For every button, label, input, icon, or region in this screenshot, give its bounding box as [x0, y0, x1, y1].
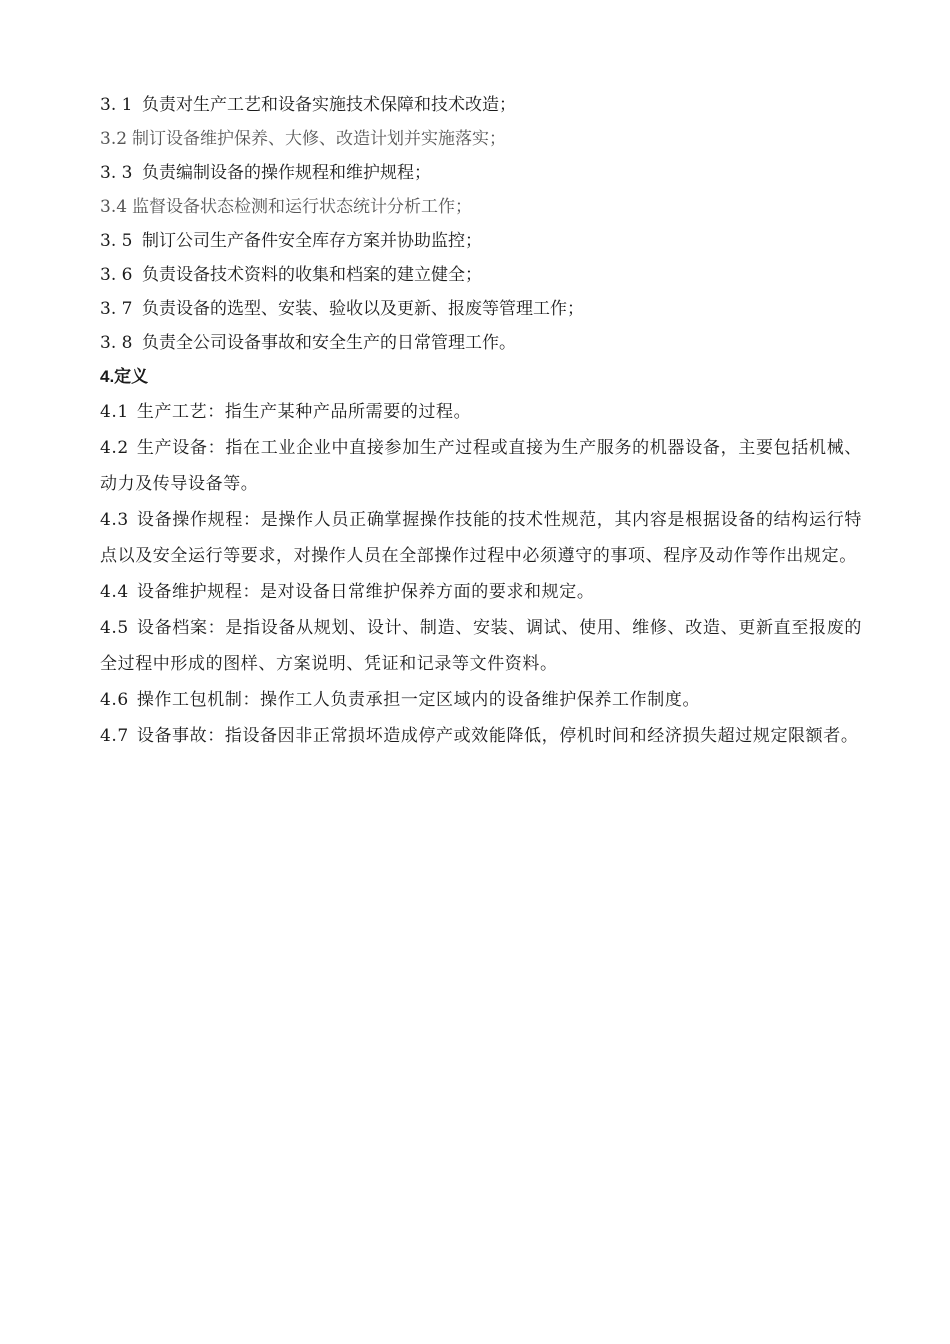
item-number: 3.2: [100, 129, 128, 149]
item-text: 监督设备状态检测和运行状态统计分析工作；: [132, 197, 472, 217]
definition-4-5: [100, 610, 862, 682]
item-text: 设备档案：是指设备从规划、设计、制造、安装、调试、使用、维修、改造、更新直至报废的全过程中形成的图样、方案说明、凭证和记录等文件资料。: [100, 618, 862, 674]
item-text: 设备操作规程：是操作人员正确掌握操作技能的技术性规范，其内容是根据设备的结构运行特点以及安全运行等要求，对操作人员在全部操作过程中必须遵守的事项、程序及动作等作出规定。: [100, 510, 862, 566]
list-item-3-8: [100, 326, 862, 360]
item-number: 3. 6: [100, 265, 133, 285]
item-number: 4.6: [100, 690, 129, 710]
definition-4-1: [100, 394, 862, 430]
item-number: 4.7: [100, 726, 129, 746]
item-number: 4.2: [100, 438, 129, 458]
item-number: 4.3: [100, 510, 129, 530]
definition-4-7: [100, 718, 862, 754]
list-item-3-4: [100, 190, 862, 224]
item-text: 操作工包机制：操作工人负责承担一定区域内的设备维护保养工作制度。: [136, 690, 701, 710]
definition-4-3: [100, 502, 862, 574]
list-item-3-1: [100, 88, 862, 122]
item-text: 生产工艺：指生产某种产品所需要的过程。: [136, 402, 472, 422]
document-page: [100, 88, 862, 754]
item-number: 3. 5: [100, 231, 133, 251]
item-number: 4.5: [100, 618, 129, 638]
definition-4-4: [100, 574, 862, 610]
definition-4-2: [100, 430, 862, 502]
item-number: 3. 1: [100, 95, 133, 115]
item-number: 3.4: [100, 197, 128, 217]
item-number: 4.1: [100, 402, 129, 422]
item-text: 负责全公司设备事故和安全生产的日常管理工作。: [142, 333, 516, 353]
list-item-3-2: [100, 122, 862, 156]
item-number: 3. 7: [100, 299, 133, 319]
item-text: 制订公司生产备件安全库存方案并协助监控；: [142, 231, 482, 251]
item-number: 4.4: [100, 582, 129, 602]
list-item-3-6: [100, 258, 862, 292]
definition-4-6: [100, 682, 862, 718]
item-number: 3. 3: [100, 163, 133, 183]
item-number: 3. 8: [100, 333, 133, 353]
item-text: 生产设备：指在工业企业中直接参加生产过程或直接为生产服务的机器设备，主要包括机械、动力及传导设备等。: [100, 438, 862, 494]
list-item-3-3: [100, 156, 862, 190]
item-text: 制订设备维护保养、大修、改造计划并实施落实；: [132, 129, 506, 149]
item-text: 负责编制设备的操作规程和维护规程；: [142, 163, 431, 183]
list-item-3-5: [100, 224, 862, 258]
section-heading-definitions: 4.定义: [100, 367, 149, 386]
item-text: 负责设备的选型、安装、验收以及更新、报废等管理工作；: [142, 299, 584, 319]
item-text: 设备事故：指设备因非正常损坏造成停产或效能降低，停机时间和经济损失超过规定限额者。: [136, 726, 859, 746]
item-text: 设备维护规程：是对设备日常维护保养方面的要求和规定。: [136, 582, 595, 602]
item-text: 负责对生产工艺和设备实施技术保障和技术改造；: [142, 95, 516, 115]
list-item-3-7: [100, 292, 862, 326]
item-text: 负责设备技术资料的收集和档案的建立健全；: [142, 265, 482, 285]
